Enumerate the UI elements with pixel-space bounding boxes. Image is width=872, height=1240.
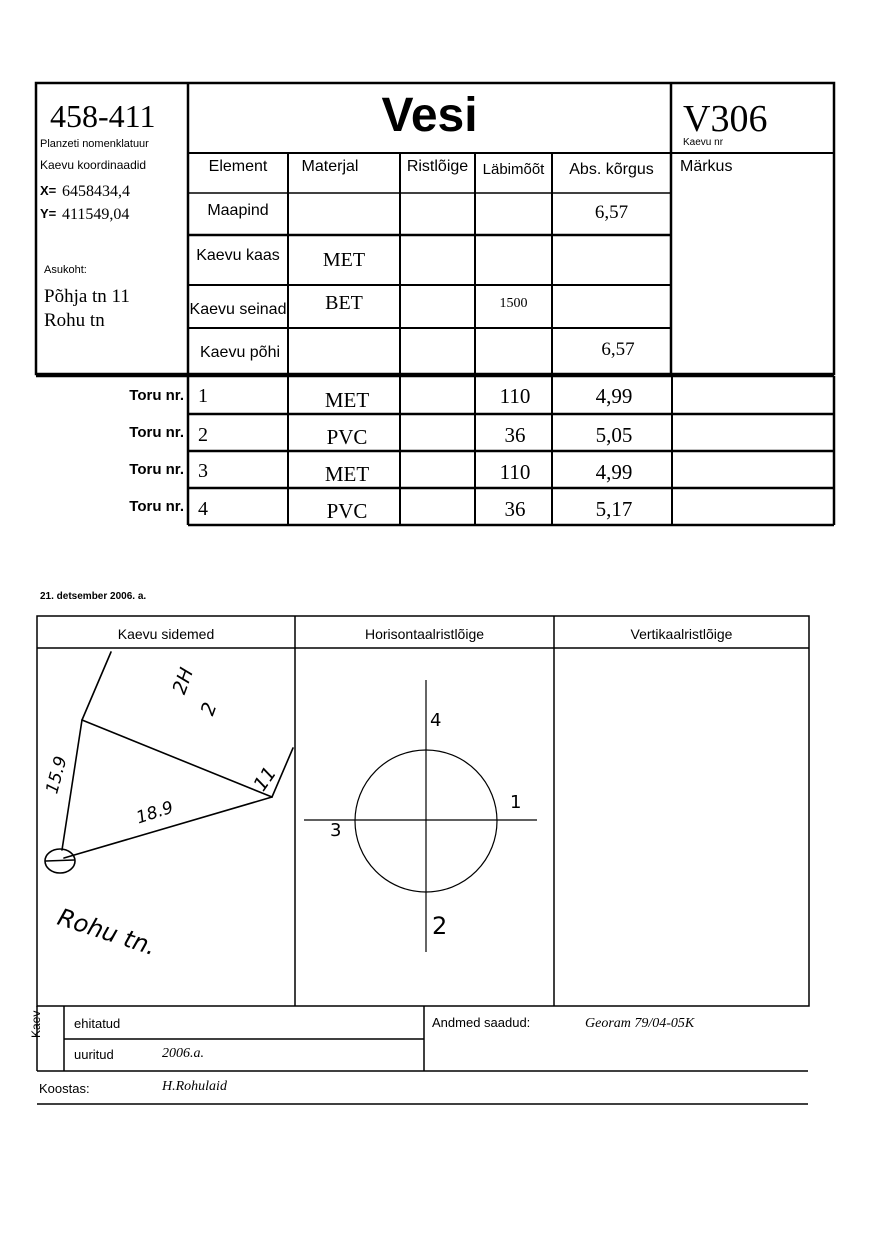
surveyed-label: uuritud [74,1047,114,1062]
surveyed-value: 2006.a. [162,1046,204,1061]
well-number: V306 [683,98,768,140]
sketch-dim-left: 15.9 [42,754,72,796]
col-cross-section: Ristlõige [406,158,469,175]
panel-vertical-title: Vertikaalristlõige [630,626,733,642]
element-material: MET [322,249,366,271]
element-name: Kaevu põhi [199,344,281,361]
y-label: Y= [40,206,57,221]
sketch-dim-mid: 18.9 [133,797,177,829]
y-value: 411549,04 [62,206,130,223]
pipe-diameter: 110 [499,384,531,408]
pipe-nr: 2 [198,424,208,446]
location-line2: Rohu tn [44,310,105,331]
data-source-value: Georam 79/04-05K [585,1016,695,1031]
coordinates-label: Kaevu koordinaadid [40,158,147,172]
pipe-material: PVC [326,425,368,449]
col-abs-height: Abs. kõrgus [569,161,654,178]
pipe-label: Toru nr. [129,498,184,515]
date: 21. detsember 2006. a. [40,591,147,602]
col-diameter: Läbimõõt [482,161,545,178]
pipe-diameter: 110 [499,460,531,484]
data-source-label: Andmed saadud: [432,1015,531,1030]
col-remarks: Märkus [680,158,733,175]
col-material: Materjal [301,158,359,175]
element-height: 6,57 [594,202,629,223]
pipe-material: MET [324,462,370,486]
section-point-1: 1 [510,792,522,813]
sketch-dim-right: 11 [249,762,282,796]
pipe-material: PVC [326,499,368,523]
section-point-2: 2 [432,912,448,940]
x-label: X= [40,183,57,198]
sketch-dim-top: 2H [168,664,199,698]
pipe-height: 5,17 [595,497,633,521]
section-point-4: 4 [430,710,442,731]
page-title: Vesi [381,89,478,142]
element-material: BET [325,292,363,314]
built-label: ehitatud [74,1016,121,1031]
section-point-3: 3 [330,820,342,841]
location-label: Asukoht: [44,264,87,276]
pipe-height: 4,99 [595,460,633,484]
pipe-diameter: 36 [504,423,526,447]
compiled-label: Koostas: [39,1081,90,1096]
compiled-value: H.Rohulaid [162,1079,227,1094]
element-name: Kaevu kaas [196,247,280,264]
panel-horizontal-title: Horisontaalristlõige [364,626,485,642]
well-side-label: Kaev [29,1010,43,1038]
element-name: Kaevu seinad [189,301,287,318]
well-label: Kaevu nr [683,137,724,148]
pipe-material: MET [324,388,370,412]
pipe-nr: 3 [198,460,208,482]
panel-ties-title: Kaevu sidemed [117,626,215,642]
col-element: Element [208,158,268,175]
pipe-label: Toru nr. [129,387,184,404]
pipe-nr: 1 [198,385,208,407]
sketch-dim-top2: 2 [196,699,222,719]
pipe-nr: 4 [198,498,208,520]
sketch-street: Rohu tn. [54,902,160,962]
element-name: Maapind [207,202,269,219]
x-value: 6458434,4 [62,183,130,200]
sheet-label: Planzeti nomenklatuur [40,138,149,150]
pipe-height: 5,05 [595,423,633,447]
sheet-number: 458-411 [50,98,156,134]
pipe-label: Toru nr. [129,424,184,441]
pipe-label: Toru nr. [129,461,184,478]
element-height: 6,57 [601,339,635,360]
pipe-height: 4,99 [595,384,633,408]
horizontal-section-drawing [304,680,537,952]
pipe-diameter: 36 [504,497,526,521]
location-line1: Põhja tn 11 [44,286,130,307]
element-diameter: 1500 [499,296,528,311]
